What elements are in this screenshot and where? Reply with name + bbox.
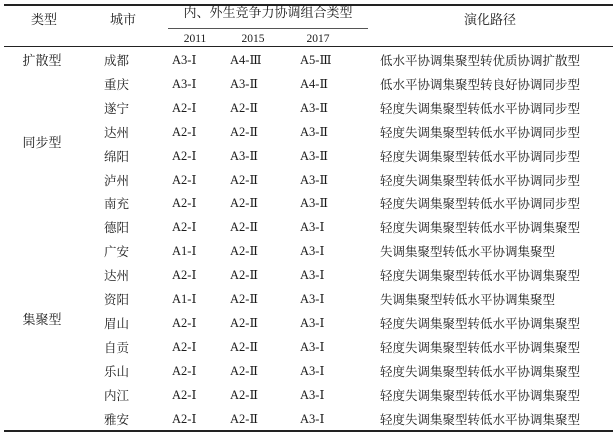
combo-2015-cell: A2-Ⅱ — [230, 387, 258, 402]
header-city: 城市 — [109, 13, 136, 28]
combo-2015-cell: A2-Ⅱ — [230, 268, 258, 283]
combo-2017-cell: A3-Ⅰ — [300, 315, 325, 330]
evolution-path-cell: 轻度失调集聚型转低水平协调集聚型 — [380, 315, 581, 331]
combo-2011-cell: A2-Ⅰ — [172, 339, 197, 354]
table-row — [0, 240, 616, 264]
combo-2011-cell: A2-Ⅰ — [172, 100, 197, 115]
combo-2015-cell: A2-Ⅱ — [230, 339, 258, 354]
table-bottom-rule — [4, 430, 613, 432]
combo-2017-cell: A3-Ⅱ — [300, 100, 328, 115]
city-cell: 内江 — [104, 387, 130, 403]
evolution-path-cell: 失调集聚型转低水平协调集聚型 — [380, 292, 556, 307]
evolution-path-cell: 轻度失调集聚型转低水平协调同步型 — [380, 148, 581, 164]
combo-2017-cell: A3-Ⅱ — [300, 172, 328, 187]
city-cell: 乐山 — [104, 363, 130, 379]
evolution-path-cell: 轻度失调集聚型转低水平协调集聚型 — [380, 411, 581, 427]
combo-2017-cell: A4-Ⅱ — [300, 76, 328, 91]
city-cell: 眉山 — [104, 315, 130, 331]
evolution-path-cell: 轻度失调集聚型转低水平协调集聚型 — [380, 387, 581, 403]
combo-2015-cell: A2-Ⅱ — [230, 172, 258, 187]
evolution-path-cell: 低水平协调集聚型转优质协调扩散型 — [380, 53, 581, 68]
combo-2015-cell: A2-Ⅱ — [230, 196, 258, 211]
city-cell: 成都 — [104, 53, 130, 68]
combo-2011-cell: A3-Ⅰ — [172, 76, 197, 91]
city-cell: 自贡 — [104, 339, 130, 355]
table-row — [0, 145, 616, 169]
evolution-path-cell: 失调集聚型转低水平协调集聚型 — [380, 244, 556, 260]
combo-2011-cell: A1-Ⅰ — [172, 292, 197, 306]
evolution-path-cell: 轻度失调集聚型转低水平协调同步型 — [380, 100, 581, 116]
header-combo-type: 内、外生竞争力协调组合类型 — [183, 6, 353, 21]
evolution-path-cell: 低水平协调集聚型转良好协调同步型 — [380, 76, 581, 92]
combo-2015-cell: A3-Ⅱ — [230, 148, 258, 163]
city-cell: 雅安 — [104, 411, 130, 427]
header-year-2011: 2011 — [183, 33, 207, 45]
city-cell: 南充 — [104, 196, 130, 212]
combo-2011-cell: A2-Ⅰ — [172, 196, 197, 211]
city-cell: 广安 — [104, 244, 130, 260]
evolution-path-cell: 轻度失调集聚型转低水平协调同步型 — [380, 172, 581, 188]
city-cell: 资阳 — [104, 292, 130, 307]
combo-2017-cell: A3-Ⅱ — [300, 124, 328, 139]
city-cell: 重庆 — [104, 76, 130, 92]
table-row — [0, 169, 616, 193]
combo-2015-cell: A2-Ⅱ — [230, 363, 258, 378]
combo-2017-cell: A3-Ⅱ — [300, 148, 328, 163]
evolution-path-cell: 轻度失调集聚型转低水平协调集聚型 — [380, 363, 581, 379]
header-year-2017: 2017 — [306, 33, 330, 45]
table-row — [0, 121, 616, 145]
table-row — [0, 336, 616, 360]
combo-2015-cell: A2-Ⅱ — [230, 100, 258, 115]
combo-2015-cell: A4-Ⅲ — [230, 53, 262, 67]
combo-2015-cell: A2-Ⅱ — [230, 315, 258, 330]
combo-2017-cell: A3-Ⅰ — [300, 220, 325, 235]
header-sub-rule — [168, 28, 368, 29]
combo-2015-cell: A2-Ⅱ — [230, 244, 258, 259]
header-path: 演化路径 — [463, 13, 516, 28]
city-cell: 泸州 — [104, 172, 130, 188]
combo-2011-cell: A2-Ⅰ — [172, 124, 197, 139]
table-row — [0, 408, 616, 432]
table-row — [0, 384, 616, 408]
header-year-2015: 2015 — [241, 33, 265, 45]
table-row — [0, 360, 616, 384]
combo-2015-cell: A2-Ⅱ — [230, 124, 258, 139]
city-cell: 德阳 — [104, 220, 130, 236]
combo-2015-cell: A3-Ⅱ — [230, 76, 258, 91]
table-row — [0, 49, 616, 73]
combo-2017-cell: A3-Ⅰ — [300, 387, 325, 402]
evolution-path-cell: 轻度失调集聚型转低水平协调集聚型 — [380, 268, 581, 284]
combo-2011-cell: A1-Ⅰ — [172, 244, 197, 259]
evolution-path-cell: 轻度失调集聚型转低水平协调集聚型 — [380, 220, 581, 236]
table-row — [0, 312, 616, 336]
header-type: 类型 — [30, 13, 57, 28]
city-cell: 绵阳 — [104, 148, 130, 164]
combo-2011-cell: A2-Ⅰ — [172, 148, 197, 163]
evolution-path-cell: 轻度失调集聚型转低水平协调同步型 — [380, 196, 581, 212]
combo-2017-cell: A3-Ⅰ — [300, 292, 325, 306]
city-cell: 达州 — [104, 124, 130, 140]
table-row — [0, 288, 616, 312]
group-label-diffusion: 扩散型 — [22, 54, 62, 69]
table-row — [0, 216, 616, 240]
group-label-agglomeration: 集聚型 — [22, 313, 62, 328]
combo-2011-cell: A2-Ⅰ — [172, 411, 197, 426]
combo-2011-cell: A3-Ⅰ — [172, 53, 197, 67]
combo-2017-cell: A3-Ⅰ — [300, 339, 325, 354]
combo-2017-cell: A3-Ⅱ — [300, 196, 328, 211]
evolution-path-cell: 轻度失调集聚型转低水平协调集聚型 — [380, 339, 581, 355]
combo-2017-cell: A3-Ⅰ — [300, 244, 325, 259]
combo-2017-cell: A5-Ⅲ — [300, 53, 332, 67]
group-label-sync: 同步型 — [22, 136, 62, 151]
table-row — [0, 73, 616, 97]
combo-2015-cell: A2-Ⅱ — [230, 220, 258, 235]
combo-2011-cell: A2-Ⅰ — [172, 220, 197, 235]
combo-2011-cell: A2-Ⅰ — [172, 363, 197, 378]
combo-2011-cell: A2-Ⅰ — [172, 172, 197, 187]
evolution-path-cell: 轻度失调集聚型转低水平协调同步型 — [380, 124, 581, 140]
combo-2017-cell: A3-Ⅰ — [300, 363, 325, 378]
combo-2015-cell: A2-Ⅱ — [230, 292, 258, 306]
combo-2017-cell: A3-Ⅰ — [300, 411, 325, 426]
table-row — [0, 192, 616, 216]
combo-2011-cell: A2-Ⅰ — [172, 268, 197, 283]
combo-2017-cell: A3-Ⅰ — [300, 268, 325, 283]
combo-2011-cell: A2-Ⅰ — [172, 315, 197, 330]
table-row — [0, 97, 616, 121]
city-cell: 遂宁 — [104, 100, 130, 116]
city-cell: 达州 — [104, 268, 130, 284]
combo-2011-cell: A2-Ⅰ — [172, 387, 197, 402]
table-header-rule — [4, 46, 613, 47]
table-row — [0, 264, 616, 288]
combo-2015-cell: A2-Ⅱ — [230, 411, 258, 426]
